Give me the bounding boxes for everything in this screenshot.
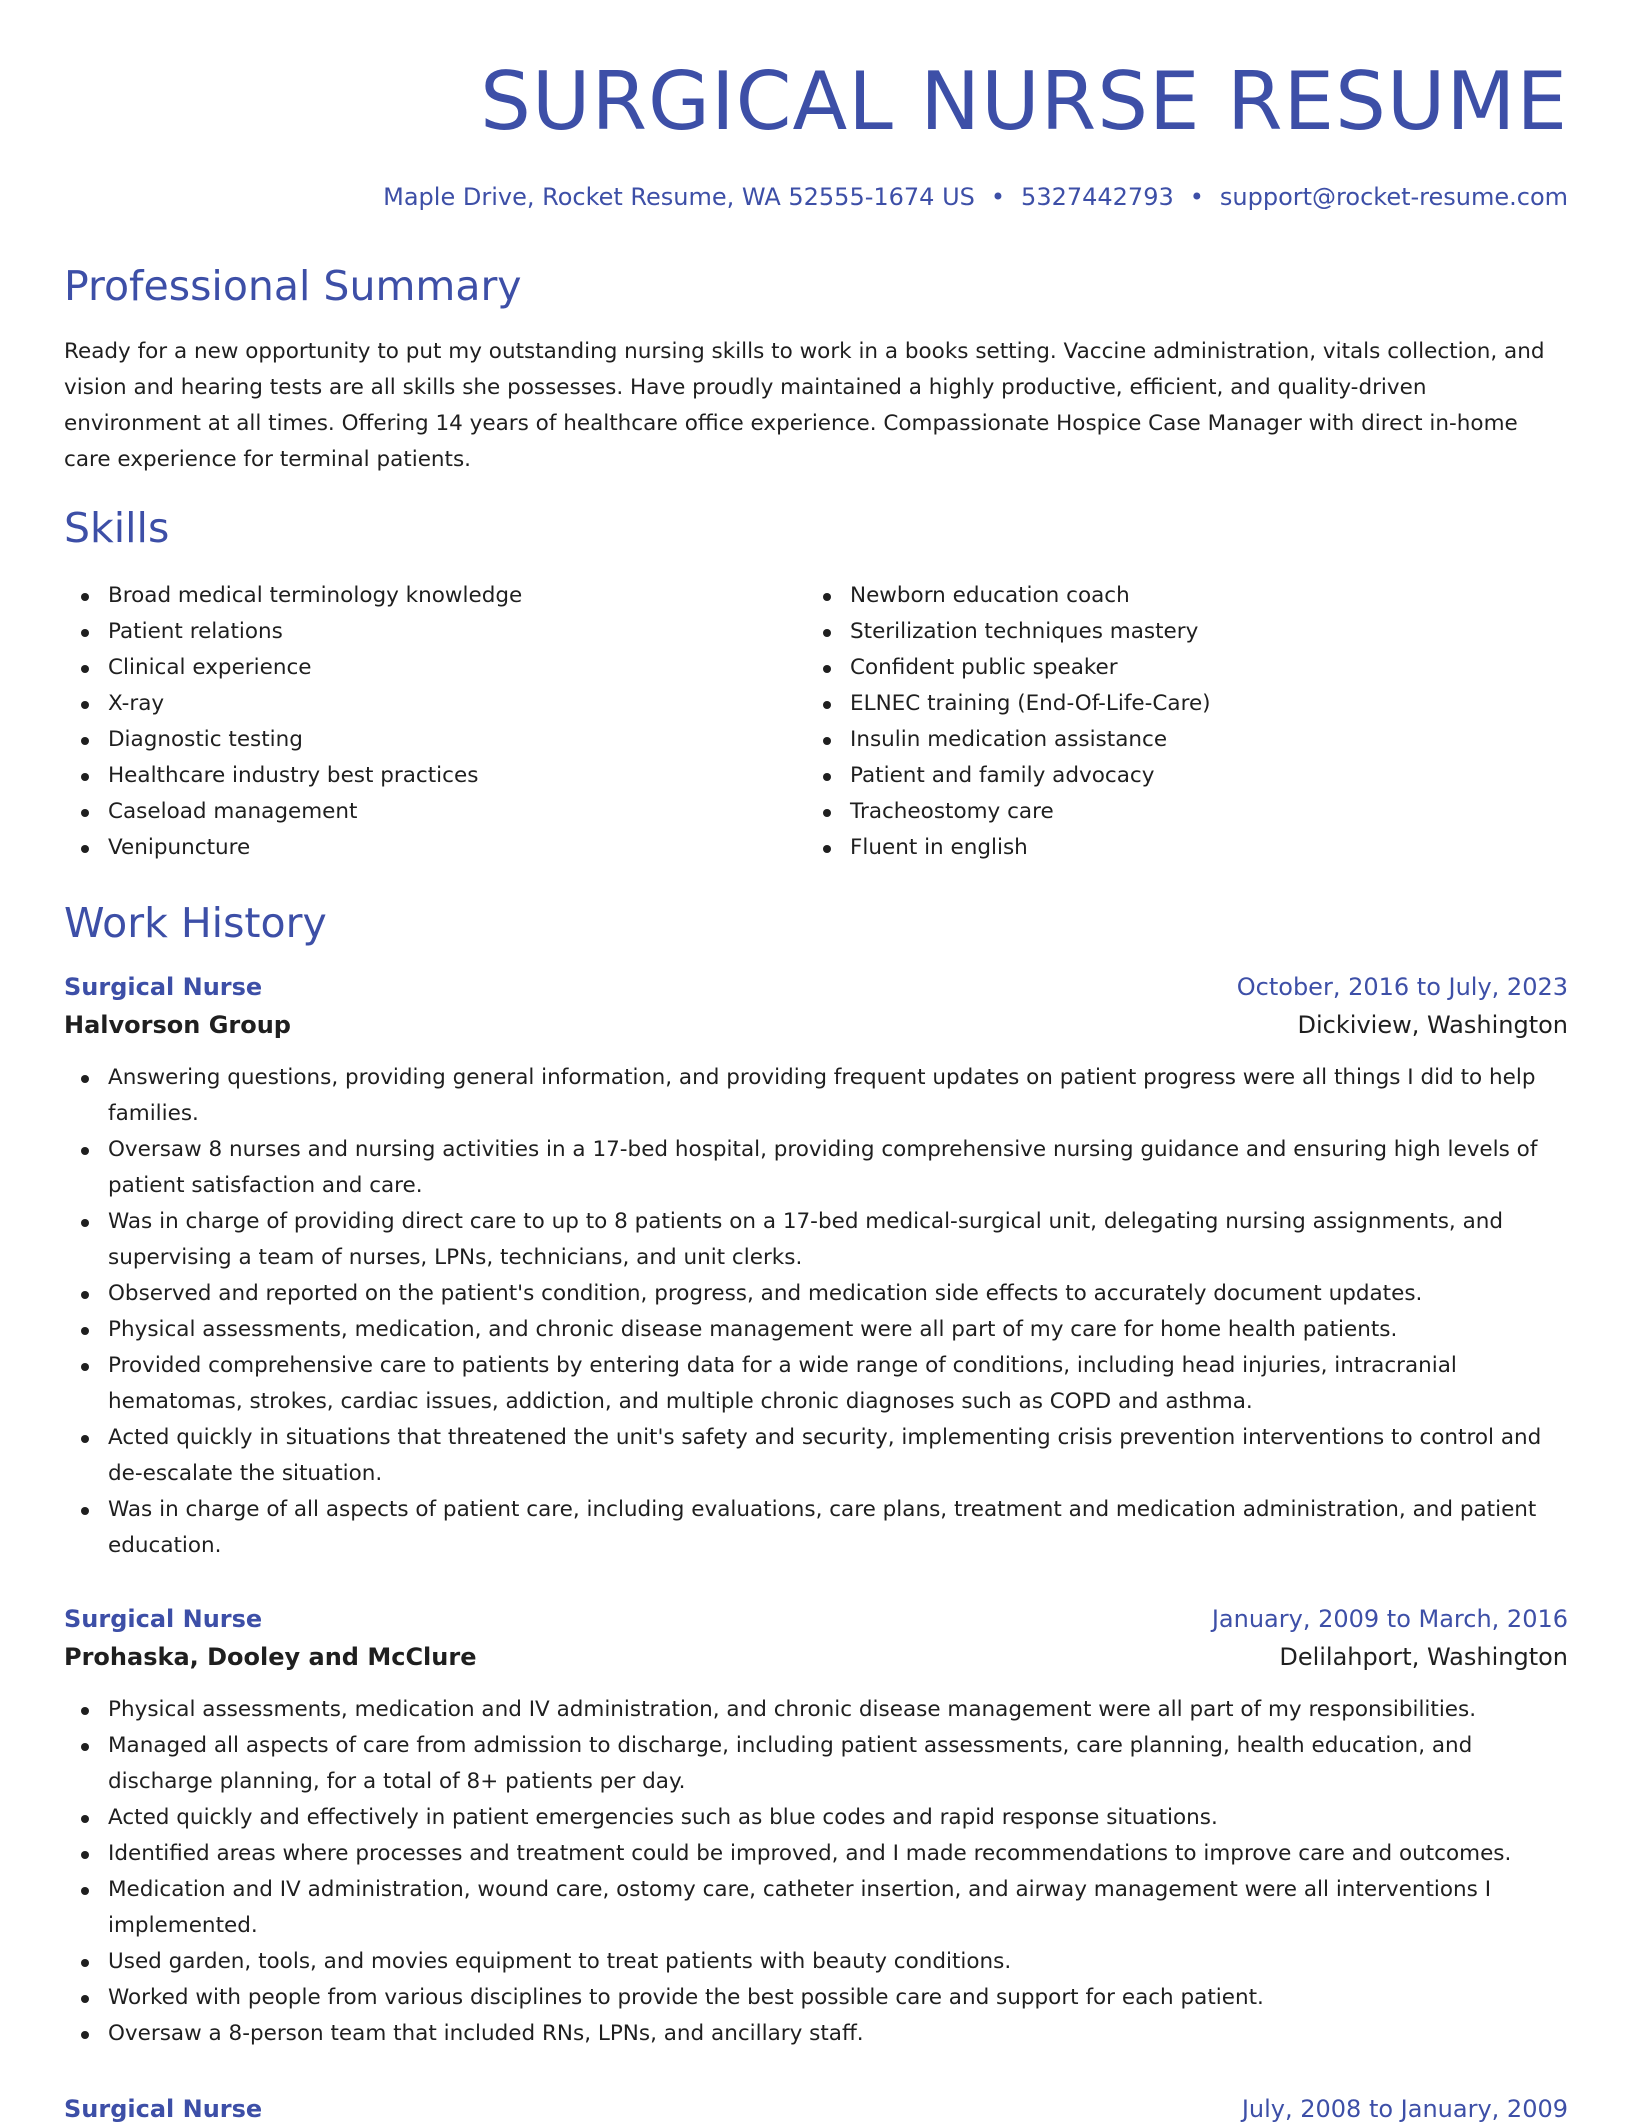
job-duty: Managed all aspects of care from admission to discharge, including patient assessments, care planning, health education, and discharge planning, for a total of 8+ patients per day. <box>64 1728 1568 1800</box>
job-dates: October, 2016 to July, 2023 <box>1236 973 1568 1001</box>
skill-item: Clinical experience <box>64 650 804 686</box>
job-location: Dickiview, Washington <box>1297 1011 1568 1039</box>
job-header <box>64 1600 1568 1638</box>
skills-column-right <box>806 578 1546 866</box>
skill-item: Patient and family advocacy <box>806 758 1546 794</box>
skill-item: Healthcare industry best practices <box>64 758 804 794</box>
job-entry <box>64 2090 1568 2128</box>
skills-heading: Skills <box>64 504 170 552</box>
skill-item: Venipuncture <box>64 830 804 866</box>
job-title: Surgical Nurse <box>64 2095 263 2123</box>
job-duty: Oversaw 8 nurses and nursing activities in a 17-bed hospital, providing comprehensive nursing guidance and ensuring high levels of patient satisfaction and care. <box>64 1132 1568 1204</box>
contact-line <box>383 180 1568 214</box>
contact-separator: • <box>1189 183 1204 211</box>
job-subheader <box>64 1006 1568 1044</box>
job-duty: Was in charge of all aspects of patient care, including evaluations, care plans, treatment and medication administration, and patient education. <box>64 1492 1568 1564</box>
job-duty: Identified areas where processes and treatment could be improved, and I made recommendations to improve care and outcomes. <box>64 1836 1568 1872</box>
skill-item: Diagnostic testing <box>64 722 804 758</box>
job-header <box>64 2090 1568 2128</box>
job-duty: Physical assessments, medication, and chronic disease management were all part of my care for home health patients. <box>64 1312 1568 1348</box>
job-duties-list <box>64 1692 1568 2052</box>
skills-list-right <box>806 578 1546 866</box>
job-duty: Was in charge of providing direct care to up to 8 patients on a 17-bed medical-surgical unit, delegating nursing assignments, and supervising a team of nurses, LPNs, technicians, and unit clerks. <box>64 1204 1568 1276</box>
job-duties-list <box>64 1060 1568 1564</box>
summary-text: Ready for a new opportunity to put my outstanding nursing skills to work in a books setting. Vaccine administration, vitals collection, and vision and hearing tests are all skills she possesses. Have proudly maintained a highly productive, efficient, and quality-driven environment at all times. Offering 14 years of healthcare office experience. Compassionate Hospice Case Manager with direct in-home care experience for terminal patients. <box>64 339 1545 472</box>
job-entry <box>64 1600 1568 2052</box>
job-duty: Physical assessments, medication and IV administration, and chronic disease management were all part of my responsibilities. <box>64 1692 1568 1728</box>
job-duty: Used garden, tools, and movies equipment to treat patients with beauty conditions. <box>64 1944 1568 1980</box>
job-title: Surgical Nurse <box>64 1605 263 1633</box>
skills-list-left <box>64 578 804 866</box>
job-company: Prohaska, Dooley and McClure <box>64 1643 477 1671</box>
contact-separator: • <box>990 183 1006 211</box>
job-duty: Acted quickly and effectively in patient emergencies such as blue codes and rapid response situations. <box>64 1800 1568 1836</box>
skill-item: Sterilization techniques mastery <box>806 614 1546 650</box>
job-title: Surgical Nurse <box>64 973 263 1001</box>
skill-item: Broad medical terminology knowledge <box>64 578 804 614</box>
job-duty: Acted quickly in situations that threatened the unit's safety and security, implementing crisis prevention interventions to control and de-escalate the situation. <box>64 1420 1568 1492</box>
skill-item: Fluent in english <box>806 830 1546 866</box>
job-duty: Medication and IV administration, wound care, ostomy care, catheter insertion, and airway management were all interventions I implemented. <box>64 1872 1568 1944</box>
skill-item: ELNEC training (End-Of-Life-Care) <box>806 686 1546 722</box>
job-header <box>64 968 1568 1006</box>
skill-item: Newborn education coach <box>806 578 1546 614</box>
skill-item: Caseload management <box>64 794 804 830</box>
skill-item: X-ray <box>64 686 804 722</box>
job-duty: Oversaw a 8-person team that included RNs, LPNs, and ancillary staff. <box>64 2016 1568 2052</box>
summary-heading: Professional Summary <box>64 262 522 310</box>
job-duty: Worked with people from various disciplines to provide the best possible care and support for each patient. <box>64 1980 1568 2016</box>
work-history-heading: Work History <box>64 899 327 947</box>
skill-item: Patient relations <box>64 614 804 650</box>
job-location: Delilahport, Washington <box>1279 1643 1568 1671</box>
job-duty: Provided comprehensive care to patients by entering data for a wide range of conditions, including head injuries, intracranial hematomas, strokes, cardiac issues, addiction, and multiple chronic diagnoses such as COPD and asthma. <box>64 1348 1568 1420</box>
resume-title: SURGICAL NURSE RESUME <box>480 55 1568 148</box>
job-subheader <box>64 1638 1568 1676</box>
skills-column-left <box>64 578 804 866</box>
job-duty: Answering questions, providing general information, and providing frequent updates on patient progress were all things I did to help families. <box>64 1060 1568 1132</box>
skill-item: Confident public speaker <box>806 650 1546 686</box>
skill-item: Insulin medication assistance <box>806 722 1546 758</box>
contact-address: Maple Drive, Rocket Resume, WA 52555-1674 US <box>383 183 975 211</box>
skill-item: Tracheostomy care <box>806 794 1546 830</box>
job-duty: Observed and reported on the patient's condition, progress, and medication side effects to accurately document updates. <box>64 1276 1568 1312</box>
job-entry <box>64 968 1568 1564</box>
job-dates: January, 2009 to March, 2016 <box>1211 1605 1568 1633</box>
job-company: Halvorson Group <box>64 1011 291 1039</box>
contact-phone: 5327442793 <box>1021 183 1174 211</box>
contact-email: support@rocket-resume.com <box>1219 183 1568 211</box>
job-dates: July, 2008 to January, 2009 <box>1241 2095 1568 2123</box>
